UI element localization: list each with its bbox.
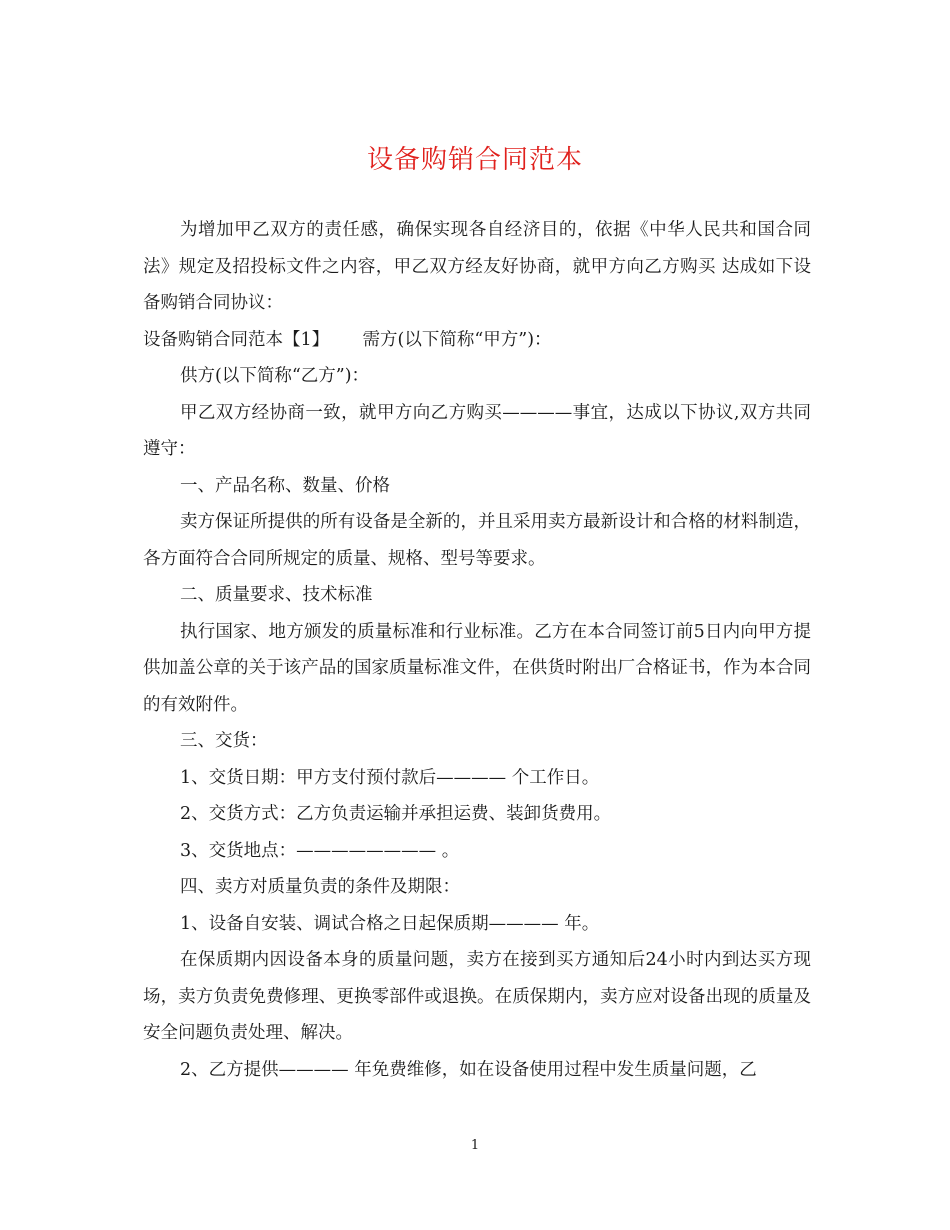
paragraph-warranty-details: 在保质期内因设备本身的质量问题，卖方在接到买方通知后24小时内到达买方现场，卖方负责免费修理、更换零部件或退换。在质保期内，卖方应对设备出现的质量及安全问题负责处理、解决。 [143,950,811,1043]
document-title: 设备购销合同范本 [366,145,583,175]
paragraph-intro: 为增加甲乙双方的责任感，确保实现各自经济目的，依据《中华人民共和国合同法》规定及招投标文件之内容，甲乙双方经友好协商，就甲方向乙方购买 达成如下设备购销合同协议： [143,220,811,313]
section-heading-quality: 二、质量要求、技术标准 [180,585,373,605]
section-heading-delivery: 三、交货： [180,731,268,751]
list-item-warranty-period: 1、设备自安装、调试合格之日起保质期———— 年。 [180,913,600,934]
paragraph-quality-standard: 执行国家、地方颁发的质量标准和行业标准。乙方在本合同签订前5日内向甲方提供加盖公章的关于该产品的国家质量标准文件，在供货时附出厂合格证书，作为本合同的有效附件。 [143,621,811,715]
section-heading-product: 一、产品名称、数量、价格 [180,475,390,496]
page-number: 1 [470,1138,480,1153]
document-body [143,212,811,1088]
paragraph-product-guarantee: 卖方保证所提供的所有设备是全新的，并且采用卖方最新设计和合格的材料制造，各方面符合合同所规定的质量、规格、型号等要求。 [143,512,811,569]
section-heading-warranty: 四、卖方对质量负责的条件及期限： [180,877,460,897]
list-item-delivery-location: 3、交货地点：———————— 。 [180,840,460,861]
paragraph-contract-header: 设备购销合同范本【1】 需方(以下简称“甲方”)： [143,329,552,350]
list-item-delivery-method: 2、交货方式：乙方负责运输并承担运费、装卸货费用。 [180,804,612,824]
list-item-delivery-date: 1、交货日期：甲方支付预付款后———— 个工作日。 [180,767,600,788]
paragraph-agreement: 甲乙双方经协商一致，就甲方向乙方购买————事宜，达成以下协议,双方共同遵守： [143,402,811,459]
list-item-free-maintenance: 2、乙方提供———— 年免费维修，如在设备使用过程中发生质量问题，乙 [180,1059,757,1080]
paragraph-supplier: 供方(以下简称“乙方”)： [180,366,370,386]
